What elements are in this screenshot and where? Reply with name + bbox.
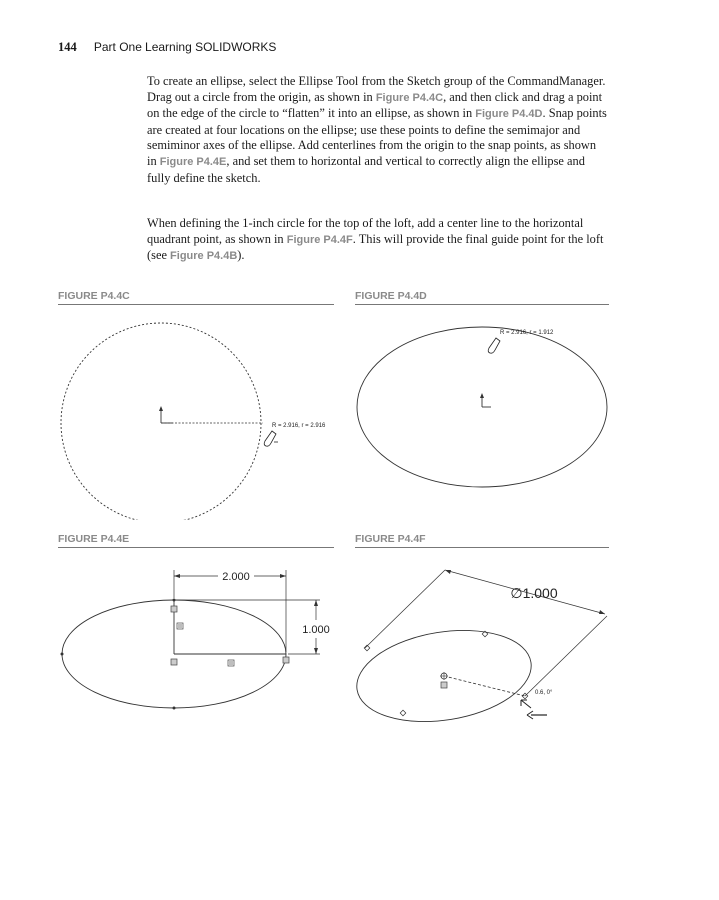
radius-readout: R = 2.916, r = 2.916 [272, 423, 326, 429]
para2-text-3: ). [237, 248, 245, 263]
dim-2-000[interactable]: 2.000 [222, 571, 250, 583]
snap-point-left[interactable] [61, 653, 64, 656]
figure-p4-4d-drawing [355, 305, 609, 520]
para2-text-2: . This will provide the final guide point for the loft (see [147, 231, 604, 263]
loft-circle-shape [355, 619, 538, 723]
figure-p4-4e [58, 533, 334, 723]
snap-point-bottom[interactable] [173, 707, 176, 710]
ellipse-cursor-icon [488, 338, 500, 353]
part-label: Part One [93, 40, 142, 54]
figure-label: FIGURE P4.4C [58, 290, 334, 305]
para1-text-1: To create an ellipse, select the Ellipse Tool from the Sketch group of the CommandManager. Drag out a circle from the origin, as shown in [147, 74, 606, 104]
paragraph-ellipse-instructions [147, 74, 607, 186]
figure-p4-4d [355, 290, 609, 520]
arrow-right [599, 610, 605, 614]
vertical-relation-icon [177, 623, 183, 629]
figure-ref-p4-4f[interactable]: Figure P4.4F [286, 233, 353, 246]
figure-p4-4c [58, 290, 334, 520]
figure-label: FIGURE P4.4E [58, 533, 334, 548]
para1-text-4: , and set them to horizontal and vertical to correctly align the ellipse and fully define the sketch. [147, 153, 585, 185]
center-point-icon [440, 672, 448, 688]
figure-p4-4f [355, 533, 609, 723]
ellipse-cursor-icon [264, 431, 278, 446]
quadrant-point-bottom[interactable] [400, 710, 406, 716]
para1-text-3: . Snap points are created at four locations on the ellipse; use these points to define the semimajor and semiminor axes of the ellipse. Add centerlines from the origin to the snap points, as shown in [147, 106, 607, 168]
angle-readout: 0.6, 0° [535, 690, 553, 696]
arrow-left [445, 570, 451, 574]
center-line [444, 676, 525, 696]
page-header [58, 40, 276, 55]
page-number: 144 [58, 40, 77, 54]
figure-p4-4f-drawing [355, 548, 609, 723]
paragraph-loft-circle [147, 216, 607, 265]
figure-ref-p4-4e[interactable]: Figure P4.4E [159, 155, 227, 168]
vertical-dimension [176, 600, 320, 654]
origin-icon [480, 393, 491, 407]
radius-readout: R = 2.916, r = 1.912 [500, 330, 554, 336]
dim-1-000[interactable]: 1.000 [302, 624, 330, 636]
para2-text-1: When defining the 1-inch circle for the top of the loft, add a center line to the horizontal quadrant point, as shown in [147, 216, 584, 246]
diameter-dimension[interactable]: ∅1.000 [510, 585, 558, 601]
figure-p4-4c-drawing [58, 305, 334, 520]
origin-icon [159, 406, 173, 423]
figure-ref-p4-4b[interactable]: Figure P4.4B [170, 250, 238, 263]
figure-ref-p4-4c[interactable]: Figure P4.4C [375, 91, 444, 104]
extension-line-left [365, 570, 445, 648]
line-cursor-icon [521, 700, 547, 719]
figure-label: FIGURE P4.4F [355, 533, 609, 548]
snap-point-top[interactable] [173, 599, 176, 602]
extension-line-right [525, 616, 607, 696]
horizontal-relation-icon [228, 660, 234, 666]
book-title: Learning SOLIDWORKS [145, 40, 277, 54]
figure-p4-4e-drawing [58, 548, 334, 723]
coincident-relation-icon [171, 606, 289, 665]
figure-ref-p4-4d[interactable]: Figure P4.4D [475, 108, 543, 121]
figure-label: FIGURE P4.4D [355, 290, 609, 305]
para1-text-2: , and then click and drag a point on the edge of the circle to “flatten” it into an ellipse, as shown in [147, 89, 603, 121]
